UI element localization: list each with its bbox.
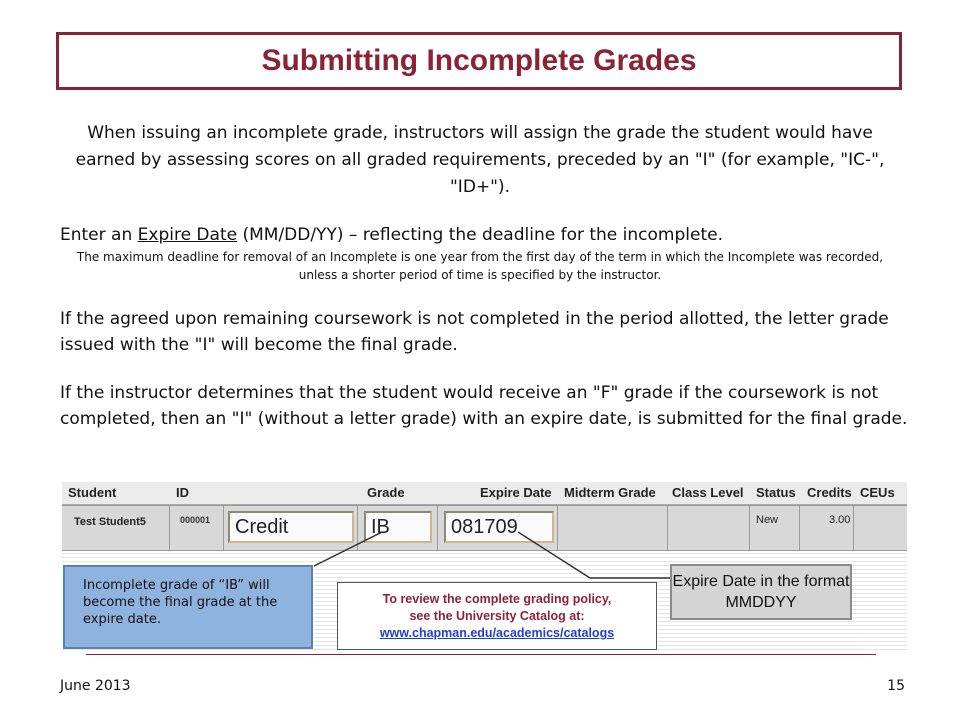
header-class-level: Class Level (672, 485, 744, 500)
expire-date-text-after: (MM/DD/YY) – reflecting the deadline for the incomplete. (237, 225, 723, 245)
final-grade-paragraph: If the agreed upon remaining coursework is not completed in the period allotted, the letter grade issued with the "I" will become the final grade. (60, 309, 889, 355)
page-title: Submitting Incomplete Grades (261, 44, 697, 77)
header-expire-date: Expire Date (480, 485, 552, 500)
incomplete-grade-callout (63, 565, 313, 649)
footer-date: June 2013 (60, 678, 131, 694)
policy-line-2: see the University Catalog at: (409, 609, 585, 623)
expire-date-text-before: Enter an (60, 225, 138, 245)
expire-date-term: Expire Date (137, 225, 238, 245)
expire-format-callout (670, 564, 852, 620)
header-student: Student (68, 485, 117, 500)
page-number: 15 (887, 678, 905, 694)
header-id: ID (176, 485, 189, 500)
student-id: 000001 (180, 515, 211, 525)
header-status: Status (756, 485, 796, 500)
f-grade-paragraph: If the instructor determines that the student would receive an "F" grade if the coursework is not completed, then an "I" (without a letter grade) with an expire date, is submitted for the final grade. (60, 383, 908, 429)
header-credits: Credits (807, 485, 852, 500)
student-name: Test Student5 (74, 516, 146, 528)
deadline-note: The maximum deadline for removal of an Incomplete is one year from the first day of the term in which the Incomplete was recorded, unless a shorter period of time is specified by the instructor. (76, 250, 884, 282)
catalog-link[interactable]: www.chapman.edu/academics/catalogs (379, 626, 615, 640)
status-value: New (756, 514, 779, 526)
expire-format-callout-text: Expire Date in the format MMDDYY (672, 573, 850, 611)
incomplete-grade-callout-text: Incomplete grade of “IB” will become the final grade at the expire date. (83, 578, 278, 627)
intro-paragraph: When issuing an incomplete grade, instructors will assign the grade the student would have earned by assessing scores on all graded requirements, preceded by an "I" (for example, "IC-", "ID+"). (75, 123, 885, 197)
policy-line-1: To review the complete grading policy, (382, 592, 612, 606)
header-grade: Grade (367, 485, 405, 500)
policy-box (337, 582, 657, 650)
header-ceus: CEUs (860, 485, 895, 500)
header-midterm-grade: Midterm Grade (564, 485, 656, 500)
credits-value: 3.00 (829, 514, 851, 526)
footer-divider (86, 654, 876, 655)
